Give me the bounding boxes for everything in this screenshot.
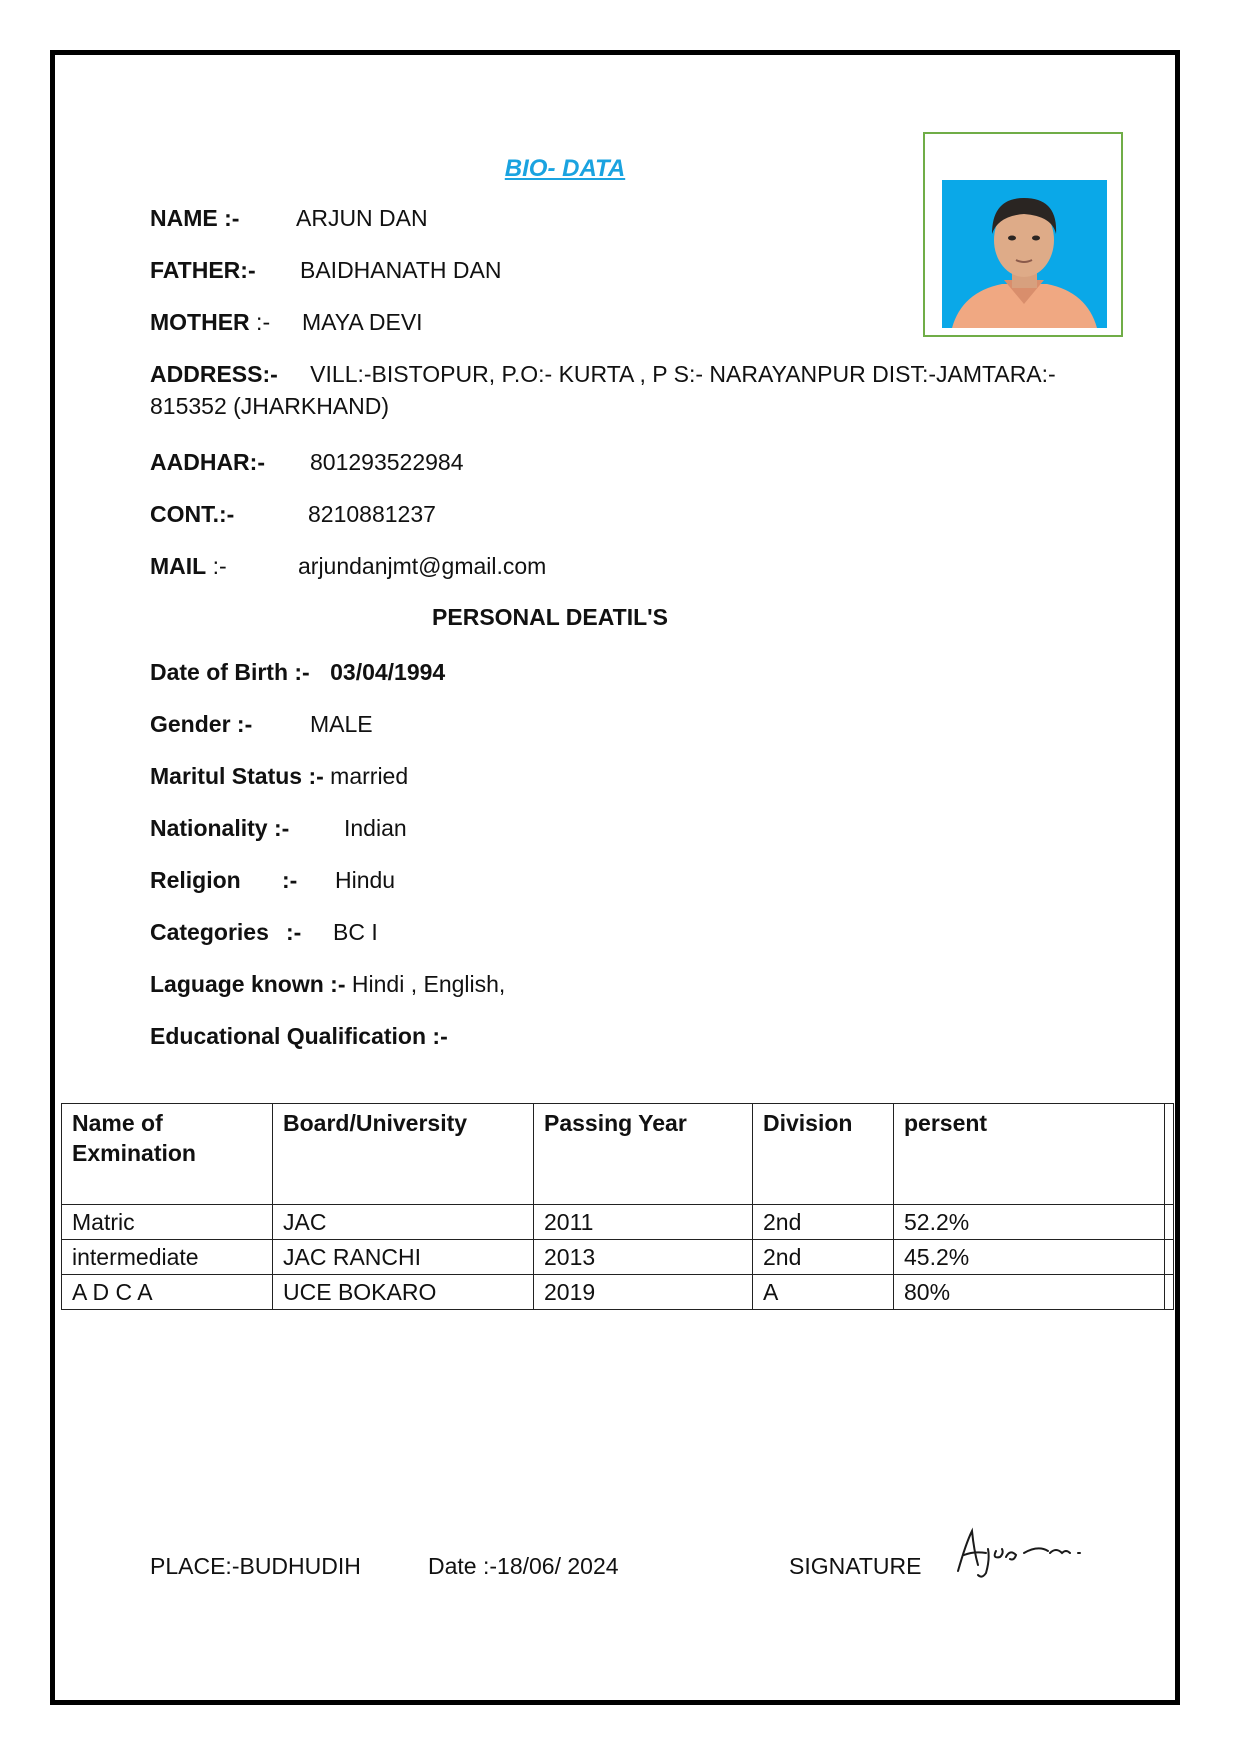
table-cell: A	[753, 1275, 894, 1310]
nationality-value: Indian	[344, 815, 407, 841]
table-cell: 2019	[534, 1275, 753, 1310]
contact-value: 8210881237	[308, 501, 436, 527]
table-cell: A D C A	[62, 1275, 273, 1310]
table-header-row	[62, 1104, 1174, 1205]
language-row	[150, 968, 505, 1000]
education-table	[61, 1103, 1174, 1310]
dob-value: 03/04/1994	[330, 659, 446, 685]
table-row	[62, 1275, 1174, 1310]
dob-label: Date of Birth :-	[150, 659, 310, 685]
table-cell: 2nd	[753, 1205, 894, 1240]
father-row	[150, 254, 502, 286]
mother-label: MOTHER	[150, 309, 250, 335]
document-title: BIO- DATA	[504, 155, 626, 182]
table-cell: 2013	[534, 1240, 753, 1275]
table-cell: Matric	[62, 1205, 273, 1240]
categories-value: BC I	[333, 919, 378, 945]
column-header: persent	[894, 1104, 1165, 1205]
mother-row	[150, 306, 423, 338]
aadhar-row	[150, 446, 464, 478]
column-header: Division	[753, 1104, 894, 1205]
categories-row	[150, 916, 378, 948]
religion-value: Hindu	[335, 867, 396, 893]
nationality-row	[150, 812, 407, 844]
name-row	[150, 202, 428, 234]
categories-separator: :-	[286, 919, 302, 945]
name-label: NAME :-	[150, 205, 240, 231]
address-line-1: VILL:-BISTOPUR, P.O:- KURTA , P S:- NARAYANPUR DIST:-JAMTARA:-	[310, 361, 1056, 387]
aadhar-value: 801293522984	[310, 449, 464, 475]
empty-cell	[1165, 1240, 1174, 1275]
father-label: FATHER:-	[150, 257, 256, 283]
table-cell: JAC RANCHI	[273, 1240, 534, 1275]
column-header: Passing Year	[534, 1104, 753, 1205]
contact-row	[150, 498, 436, 530]
table-cell: 52.2%	[894, 1205, 1165, 1240]
mail-label: MAIL	[150, 553, 207, 579]
religion-separator: :-	[282, 867, 298, 893]
gender-label: Gender :-	[150, 711, 253, 737]
marital-label: Maritul Status :-	[150, 763, 324, 789]
mail-row	[150, 550, 547, 582]
father-value: BAIDHANATH DAN	[300, 257, 502, 283]
education-heading-label: Educational Qualification :-	[150, 1023, 448, 1049]
aadhar-label: AADHAR:-	[150, 449, 265, 475]
empty-column	[1165, 1104, 1174, 1205]
table-cell: 80%	[894, 1275, 1165, 1310]
mother-value: MAYA DEVI	[302, 309, 423, 335]
marital-value: married	[330, 763, 409, 789]
name-value: ARJUN DAN	[296, 205, 428, 231]
mail-separator: :-	[206, 553, 227, 579]
education-heading	[150, 1020, 448, 1052]
address-label: ADDRESS:-	[150, 361, 278, 387]
mail-value: arjundanjmt@gmail.com	[298, 553, 547, 579]
place-text: PLACE:-BUDHUDIH	[150, 1553, 361, 1579]
categories-label: Categories	[150, 919, 269, 945]
table-row	[62, 1240, 1174, 1275]
handwritten-signature	[952, 1525, 1087, 1580]
address-row	[150, 358, 1070, 422]
table-cell: 2nd	[753, 1240, 894, 1275]
table-cell: 2011	[534, 1205, 753, 1240]
dob-row	[150, 656, 445, 688]
gender-row	[150, 708, 373, 740]
table-cell: 45.2%	[894, 1240, 1165, 1275]
contact-label: CONT.:-	[150, 501, 235, 527]
marital-row	[150, 760, 408, 792]
date-text: Date :-18/06/ 2024	[428, 1553, 619, 1579]
address-line-2: 815352 (JHARKHAND)	[150, 393, 390, 419]
mother-separator: :-	[249, 309, 271, 335]
religion-label: Religion	[150, 867, 241, 893]
gender-value: MALE	[310, 711, 373, 737]
personal-details-heading: PERSONAL DEATIL'S	[432, 604, 668, 630]
language-label: Laguage known :-	[150, 971, 346, 997]
empty-cell	[1165, 1275, 1174, 1310]
column-header: Board/University	[273, 1104, 534, 1205]
column-header: Name of Exmination	[62, 1104, 273, 1205]
signature-label: SIGNATURE	[789, 1553, 922, 1579]
nationality-label: Nationality :-	[150, 815, 290, 841]
table-row	[62, 1205, 1174, 1240]
language-value: Hindi , English,	[351, 971, 506, 997]
religion-row	[150, 864, 396, 896]
table-cell: UCE BOKARO	[273, 1275, 534, 1310]
empty-cell	[1165, 1205, 1174, 1240]
profile-photo	[942, 180, 1107, 328]
photo-frame	[923, 132, 1123, 337]
table-cell: JAC	[273, 1205, 534, 1240]
table-cell: intermediate	[62, 1240, 273, 1275]
